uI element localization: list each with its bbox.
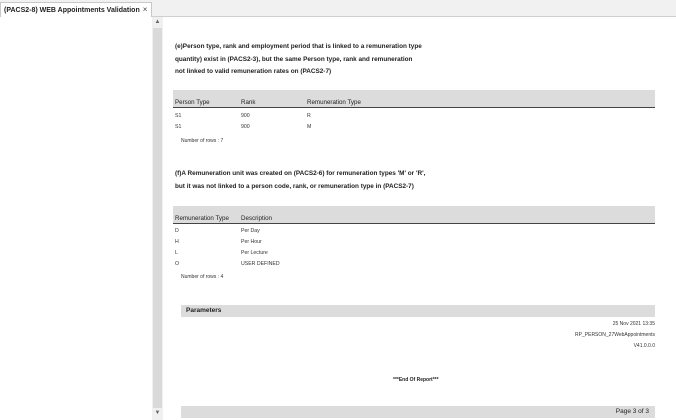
column-header-remuneration-type: Remuneration Type bbox=[307, 99, 361, 106]
tab-title: (PACS2-8) WEB Appointments Validation bbox=[4, 7, 140, 14]
section-e-line: (e)Person type, rank and employment period that is linked to a remuneration type bbox=[175, 43, 422, 50]
cell-person-type: S1 bbox=[175, 124, 182, 130]
cell-person-type: S1 bbox=[175, 113, 182, 119]
cell-rank: 900 bbox=[241, 113, 250, 119]
section-f-line: (f)A Remuneration unit was created on (PACS2-6) for remuneration types 'M' or 'R', bbox=[175, 170, 426, 177]
vertical-scrollbar[interactable] bbox=[152, 17, 163, 420]
column-header-rank: Rank bbox=[241, 99, 256, 106]
section-e-line: not linked to valid remuneration rates on (PACS2-7) bbox=[175, 68, 332, 75]
section-e-row-count: Number of rows : 7 bbox=[181, 138, 224, 144]
cell-description: USER DEFINED bbox=[241, 261, 280, 267]
section-f-row-count: Number of rows : 4 bbox=[181, 274, 224, 280]
scroll-down-icon[interactable]: ▼ bbox=[154, 410, 161, 416]
cell-remuneration-type: M bbox=[307, 124, 312, 130]
parameters-header bbox=[181, 305, 655, 317]
report-id: RP_PERSON_27WebAppointments bbox=[575, 332, 655, 338]
cell-remuneration-type: H bbox=[175, 239, 179, 245]
section-f-line: but it was not linked to a person code, rank, or remuneration type in (PACS2-7) bbox=[175, 182, 414, 190]
column-header-remuneration-type: Remuneration Type bbox=[175, 215, 229, 222]
report-page bbox=[163, 17, 676, 420]
section-f-description bbox=[175, 168, 425, 193]
section-e-description bbox=[175, 41, 422, 79]
scroll-thumb[interactable] bbox=[153, 28, 162, 408]
left-pane bbox=[0, 17, 150, 420]
end-of-report-label: ***End Of Report*** bbox=[393, 377, 439, 383]
cell-remuneration-type: O bbox=[175, 261, 180, 267]
page-number: Page 3 of 3 bbox=[615, 408, 649, 415]
tab-appointments-validation[interactable] bbox=[0, 2, 152, 17]
parameters-title: Parameters bbox=[186, 307, 222, 314]
page-footer bbox=[181, 406, 655, 418]
cell-remuneration-type: L bbox=[175, 250, 178, 256]
cell-description: Per Lecture bbox=[241, 250, 268, 256]
tab-bar bbox=[0, 0, 676, 17]
scroll-up-icon[interactable]: ▲ bbox=[154, 19, 161, 25]
close-icon[interactable]: × bbox=[142, 5, 148, 14]
cell-description: Per Day bbox=[241, 228, 260, 234]
report-version: V41.0.0.0 bbox=[633, 343, 655, 349]
section-f-table-header bbox=[173, 206, 655, 224]
section-e-line: quantity) exist in (PACS2-3), but the same Person type, rank and remuneration bbox=[175, 55, 413, 63]
cell-remuneration-type: D bbox=[175, 228, 179, 234]
section-e-table-header bbox=[173, 90, 655, 108]
cell-rank: 900 bbox=[241, 124, 250, 130]
column-header-person-type: Person Type bbox=[175, 99, 210, 106]
cell-remuneration-type: R bbox=[307, 113, 311, 119]
cell-description: Per Hour bbox=[241, 239, 262, 245]
report-datetime: 25 Nov 2021 13:35 bbox=[612, 321, 655, 327]
column-header-description: Description bbox=[241, 215, 272, 222]
